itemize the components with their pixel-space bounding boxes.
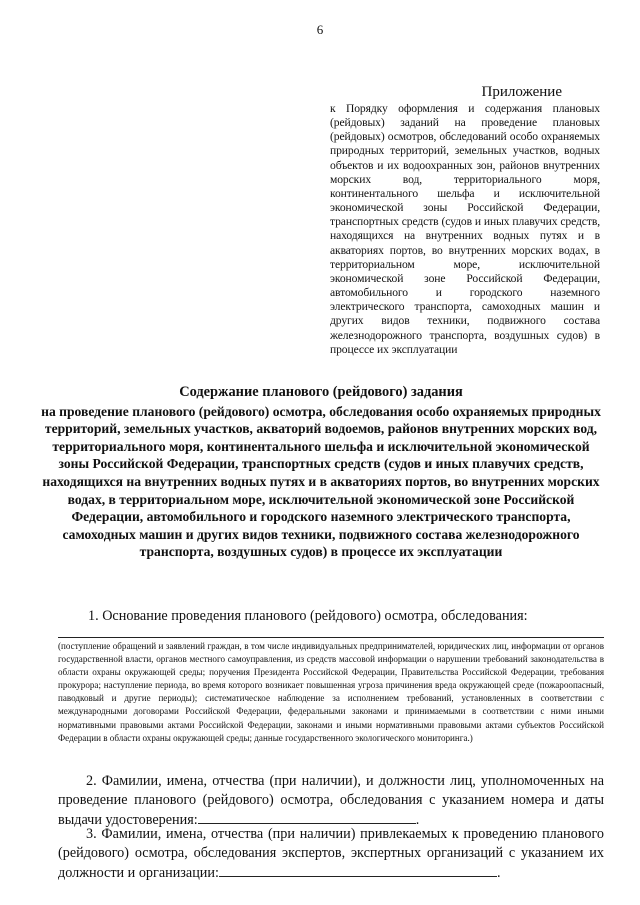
- section-2: 2. Фамилии, имена, отчества (при наличии), и должности лиц, уполномоченных на проведение планового (рейдового) осмотра, обследования с указанием номера и даты выдачи удостоверения: .: [58, 773, 604, 828]
- section-2-fill-line: [198, 810, 416, 824]
- section-3-text: 3. Фамилии, имена, отчества (при наличии) привлекаемых к проведению планового (рейдового) осмотра, обследования экспертов, экспертных организаций с указанием их должности и организации:: [58, 826, 604, 881]
- section-1-note: (поступление обращений и заявлений граждан, в том числе индивидуальных предпринимателей, юридических лиц, информации от органов государственной власти, органов местного самоуправления, из средств массовой информации о нарушении требований законодательства в области охраны окружающей среды; поручения Президента Российской Федерации, Правительства Российской Федерации, требования прокурора; наступление периода, во время которого возникает повышенная угроза причинения вреда окружающей среде (пожароопасный, паводковый и другие периоды); систематическое наблюдение за исполнением требований, установленных в соответствии с международными договорами Российской Федерации, федеральными законами и принимаемыми в соответствии с ними иными нормативными правовыми актами Российской Федерации, законами и иными нормативными правовыми актами субъектов Российской Федерации в области охраны окружающей среды; данные государственного экологического мониторинга.): [58, 641, 604, 743]
- heading-subtitle: на проведение планового (рейдового) осмотра, обследования особо охраняемых природных территорий, земельных участков, акваторий водоемов, районов внутренних морских вод, территориального моря, континентального шельфа и исключительной экономической зоны Российской Федерации, транспортных средств (судов и иных плавучих средств, находящихся на внутренних водных путях и в акваториях портов, во внутренних морских водах, в территориальном море, исключительной экономической зоне Российской Федерации, автомобильного и городского наземного электрического транспорта, самоходных машин и других видов техники, подвижного состава железнодорожного транспорта, воздушных судов) в процессе их эксплуатации: [41, 403, 601, 560]
- page-number: 6: [316, 22, 324, 37]
- appendix-text: к Порядку оформления и содержания плановых (рейдовых) заданий на проведение плановых (рейдовых) осмотров, обследований особо охраняемых природных территорий, земельных участков, водных объектов и их водоохранных зон, районов внутренних морских вод, территориального моря, континентального шельфа и исключительной экономической зоны Российской Федерации, транспортных средств (судов и иных плавучих средств, находящихся на внутренних водных путях и в акваториях портов, во внутренних морских водах, в территориальном море, исключительной экономической зоне Российской Федерации, автомобильного и городского наземного электрического транспорта, самоходных машин и других видов техники, подвижного состава железнодорожного транспорта, воздушных судов) в процессе их эксплуатации: [330, 102, 600, 356]
- document-heading: [40, 384, 602, 561]
- section-3-fill-line: [219, 863, 497, 877]
- section-1: [88, 607, 604, 626]
- appendix-block: [330, 84, 600, 357]
- section-1-text: 1. Основание проведения планового (рейдового) осмотра, обследования:: [88, 608, 528, 624]
- section-1-fill-line: [58, 637, 604, 638]
- appendix-title: Приложение: [481, 84, 562, 100]
- section-3: 3. Фамилии, имена, отчества (при наличии) привлекаемых к проведению планового (рейдового) осмотра, обследования экспертов, экспертных организаций с указанием их должности и организации: .: [58, 826, 604, 881]
- section-2-text: 2. Фамилии, имена, отчества (при наличии), и должности лиц, уполномоченных на проведение планового (рейдового) осмотра, обследования с указанием номера и даты выдачи удостоверения:: [58, 773, 604, 828]
- heading-title: Содержание планового (рейдового) задания: [179, 384, 463, 400]
